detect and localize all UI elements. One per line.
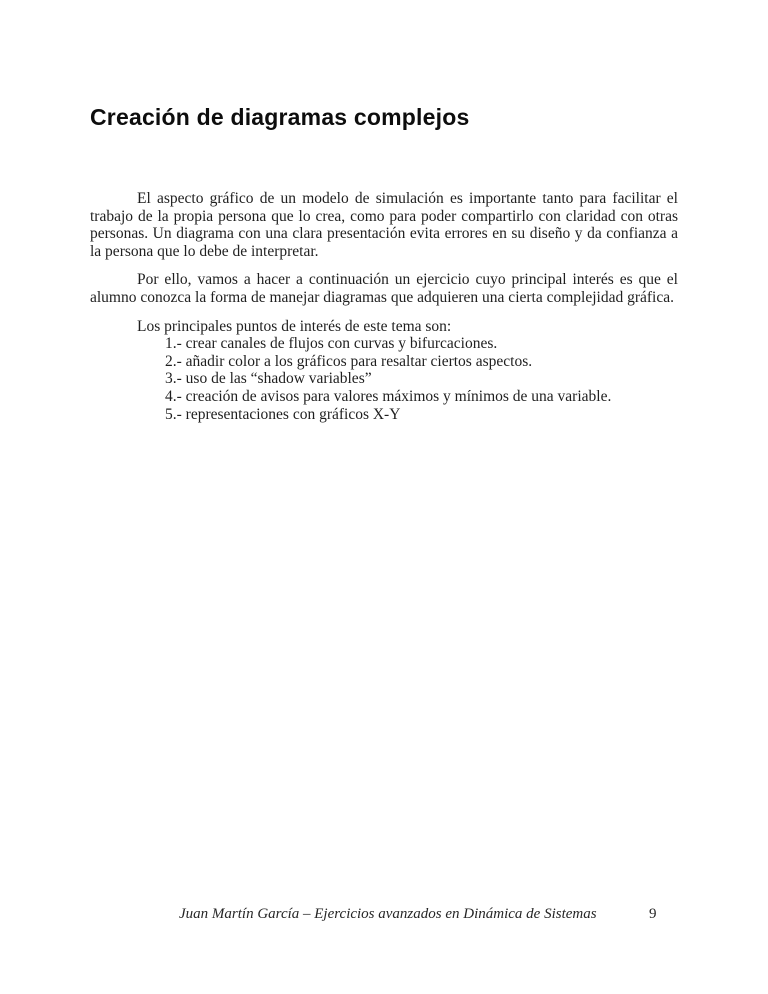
paragraph-exercise: Por ello, vamos a hacer a continuación un ejercicio cuyo principal interés es que el alumno conozca la forma de manejar diagramas que adquieren una cierta complejidad gráfica. — [90, 271, 678, 306]
body-text — [90, 190, 678, 423]
list-item: 5.- representaciones con gráficos X-Y — [165, 405, 401, 423]
paragraph-intro: El aspecto gráfico de un modelo de simulación es importante tanto para facilitar el trabajo de la propia persona que lo crea, como para poder compartirlo con claridad con otras personas. Un diagrama con una clara presentación evita errores en su diseño y da confianza a la persona que lo debe de interpretar. — [90, 190, 678, 260]
list-intro: Los principales puntos de interés de este tema son: — [137, 317, 452, 335]
list-item: 3.- uso de las “shadow variables” — [165, 370, 372, 388]
footer-book-title: Juan Martín García – Ejercicios avanzados en Dinámica de Sistemas — [179, 906, 597, 922]
page-footer — [0, 906, 768, 928]
page-number: 9 — [649, 906, 657, 922]
list-item: 4.- creación de avisos para valores máximos y mínimos de una variable. — [165, 387, 612, 405]
page-title: Creación de diagramas complejos — [90, 104, 470, 130]
list-item: 1.- crear canales de flujos con curvas y bifurcaciones. — [165, 335, 498, 353]
list-item: 2.- añadir color a los gráficos para resaltar ciertos aspectos. — [165, 352, 533, 370]
